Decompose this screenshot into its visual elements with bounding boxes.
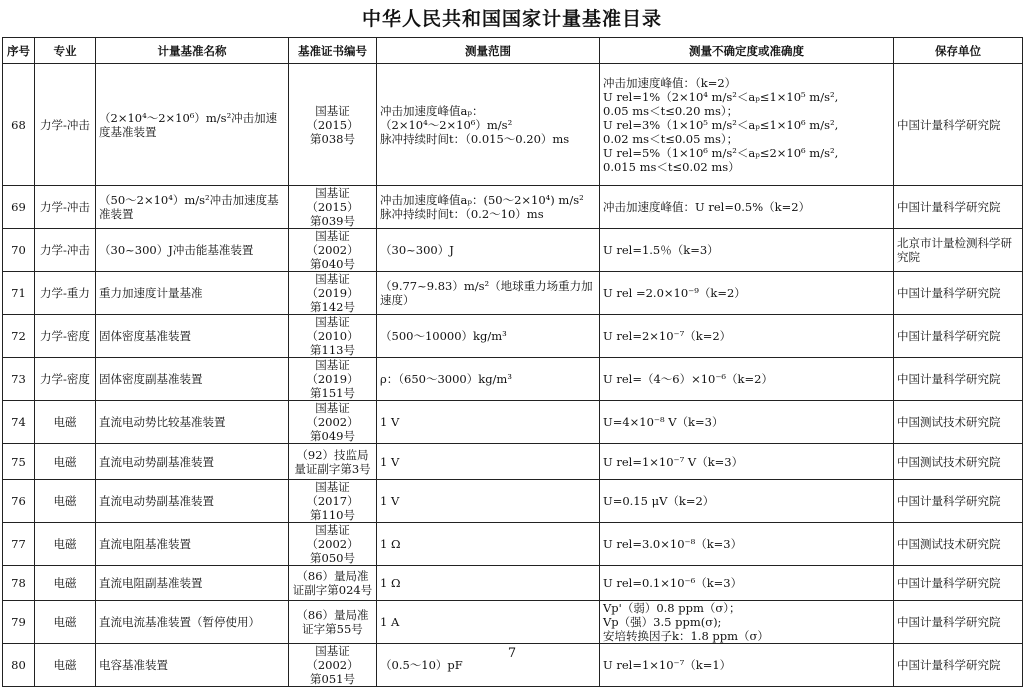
- page-number: 7: [507, 646, 517, 661]
- row-range: 冲击加速度峰值aₚ：(50～2×10⁴) m/s² 脉冲持续时间t：（0.2～10）ms: [377, 186, 600, 229]
- header-field: 专业: [35, 38, 96, 64]
- row-range: 1 V: [377, 401, 600, 444]
- table-row: [3, 401, 1023, 444]
- row-unit: 中国计量科学研究院: [894, 186, 1023, 229]
- row-uncertainty: U rel=（4～6）×10⁻⁶（k=2）: [600, 358, 894, 401]
- row-uncertainty: U rel=1×10⁻⁷（k=1）: [600, 644, 894, 687]
- table-row: [3, 480, 1023, 523]
- row-field: 力学-冲击: [35, 186, 96, 229]
- row-uncertainty: U rel=1.5％（k=3）: [600, 229, 894, 272]
- table-row: [3, 272, 1023, 315]
- table-row: [3, 601, 1023, 644]
- row-name: 重力加速度计量基准: [96, 272, 289, 315]
- table-header-row: [3, 38, 1023, 64]
- row-cert: （92）技监局量证副字第3号: [289, 444, 377, 480]
- row-cert: 国基证（2015） 第039号: [289, 186, 377, 229]
- row-range: （9.77~9.83）m/s²（地球重力场重力加速度）: [377, 272, 600, 315]
- row-number: 71: [3, 272, 35, 315]
- row-cert: 国基证（2019） 第151号: [289, 358, 377, 401]
- row-name: 直流电动势副基准装置: [96, 444, 289, 480]
- row-field: 电磁: [35, 523, 96, 566]
- row-uncertainty: 冲击加速度峰值：U rel=0.5%（k=2）: [600, 186, 894, 229]
- row-name: 直流电动势副基准装置: [96, 480, 289, 523]
- table-row: [3, 444, 1023, 480]
- row-uncertainty: U rel=2×10⁻⁷（k=2）: [600, 315, 894, 358]
- row-unit: 中国计量科学研究院: [894, 272, 1023, 315]
- row-name: 直流电动势比较基准装置: [96, 401, 289, 444]
- header-range: 测量范围: [377, 38, 600, 64]
- row-number: 75: [3, 444, 35, 480]
- row-uncertainty: U rel=1×10⁻⁷ V（k=3）: [600, 444, 894, 480]
- header-unit: 保存单位: [894, 38, 1023, 64]
- row-unit: 中国计量科学研究院: [894, 64, 1023, 186]
- row-unit: 中国计量科学研究院: [894, 315, 1023, 358]
- header-uncert: 测量不确定度或准确度: [600, 38, 894, 64]
- row-uncertainty: U=0.15 μV（k=2）: [600, 480, 894, 523]
- row-unit: 北京市计量检测科学研究院: [894, 229, 1023, 272]
- header-name: 计量基准名称: [96, 38, 289, 64]
- row-range: （0.5～10）pF: [377, 644, 600, 687]
- row-field: 电磁: [35, 601, 96, 644]
- row-uncertainty: U=4×10⁻⁸ V（k=3）: [600, 401, 894, 444]
- row-name: （2×10⁴～2×10⁶）m/s²冲击加速度基准装置: [96, 64, 289, 186]
- row-field: 力学-冲击: [35, 229, 96, 272]
- row-uncertainty: U rel=3.0×10⁻⁸（k=3）: [600, 523, 894, 566]
- row-unit: 中国测试技术研究院: [894, 444, 1023, 480]
- row-number: 69: [3, 186, 35, 229]
- row-range: 1 Ω: [377, 523, 600, 566]
- page-title: 中华人民共和国国家计量基准目录: [361, 8, 662, 30]
- row-field: 电磁: [35, 401, 96, 444]
- row-cert: （86）量局准证字第55号: [289, 601, 377, 644]
- row-field: 力学-密度: [35, 315, 96, 358]
- row-number: 78: [3, 566, 35, 601]
- row-number: 74: [3, 401, 35, 444]
- table-row: [3, 523, 1023, 566]
- row-name: 直流电阻副基准装置: [96, 566, 289, 601]
- row-name: （50～2×10⁴）m/s²冲击加速度基准装置: [96, 186, 289, 229]
- table-row: [3, 186, 1023, 229]
- row-range: 1 V: [377, 444, 600, 480]
- row-field: 力学-重力: [35, 272, 96, 315]
- row-number: 72: [3, 315, 35, 358]
- row-name: 直流电流基准装置（暂停使用）: [96, 601, 289, 644]
- row-cert: 国基证（2010） 第113号: [289, 315, 377, 358]
- row-field: 力学-冲击: [35, 64, 96, 186]
- row-unit: 中国计量科学研究院: [894, 601, 1023, 644]
- row-cert: 国基证（2002） 第040号: [289, 229, 377, 272]
- row-cert: 国基证（2019） 第142号: [289, 272, 377, 315]
- row-range: （30~300）J: [377, 229, 600, 272]
- row-name: 直流电阻基准装置: [96, 523, 289, 566]
- row-field: 电磁: [35, 444, 96, 480]
- row-unit: 中国测试技术研究院: [894, 401, 1023, 444]
- row-range: 冲击加速度峰值aₚ： （2×10⁴～2×10⁶）m/s² 脉冲持续时间t：（0.015～0.20）ms: [377, 64, 600, 186]
- row-number: 77: [3, 523, 35, 566]
- row-name: （30~300）J冲击能基准装置: [96, 229, 289, 272]
- row-cert: （86）量局准证副字第024号: [289, 566, 377, 601]
- row-cert: 国基证（2015） 第038号: [289, 64, 377, 186]
- row-number: 80: [3, 644, 35, 687]
- row-uncertainty: Vp'（弱）0.8 ppm（σ）； Vp（强）3.5 ppm(σ); 安培转换因子k：1.8 ppm（σ）: [600, 601, 894, 644]
- table-row: [3, 229, 1023, 272]
- row-unit: 中国计量科学研究院: [894, 480, 1023, 523]
- row-range: 1 V: [377, 480, 600, 523]
- row-cert: 国基证（2002） 第051号: [289, 644, 377, 687]
- row-field: 电磁: [35, 566, 96, 601]
- row-uncertainty: U rel =2.0×10⁻⁹（k=2）: [600, 272, 894, 315]
- row-field: 电磁: [35, 644, 96, 687]
- row-number: 70: [3, 229, 35, 272]
- row-unit: 中国测试技术研究院: [894, 523, 1023, 566]
- standards-table: [2, 37, 1023, 687]
- row-cert: 国基证（2017） 第110号: [289, 480, 377, 523]
- row-unit: 中国计量科学研究院: [894, 358, 1023, 401]
- table-row: [3, 315, 1023, 358]
- row-unit: 中国计量科学研究院: [894, 566, 1023, 601]
- row-name: 固体密度副基准装置: [96, 358, 289, 401]
- row-uncertainty: 冲击加速度峰值：（k=2） U rel=1%（2×10⁴ m/s²＜aₚ≤1×10⁵ m/s², 0.05 ms＜t≤0.20 ms）； U rel=3%（1×10⁵ m/s²＜aₚ≤1×10⁶ m/s², 0.02 ms＜t≤0.05 ms）； U rel=5%（1×10⁶ m/s²＜aₚ≤2×10⁶ m/s², 0.015 ms＜t≤0.02 ms）: [600, 64, 894, 186]
- row-range: （500～10000）kg/m³: [377, 315, 600, 358]
- row-range: 1 A: [377, 601, 600, 644]
- header-no: 序号: [3, 38, 35, 64]
- row-uncertainty: U rel=0.1×10⁻⁶（k=3）: [600, 566, 894, 601]
- row-number: 73: [3, 358, 35, 401]
- table-row: [3, 64, 1023, 186]
- row-range: 1 Ω: [377, 566, 600, 601]
- row-unit: 中国计量科学研究院: [894, 644, 1023, 687]
- header-cert: 基准证书编号: [289, 38, 377, 64]
- row-name: 电容基准装置: [96, 644, 289, 687]
- row-cert: 国基证（2002） 第049号: [289, 401, 377, 444]
- row-number: 76: [3, 480, 35, 523]
- table-row: [3, 566, 1023, 601]
- row-range: ρ：（650～3000）kg/m³: [377, 358, 600, 401]
- row-field: 力学-密度: [35, 358, 96, 401]
- row-name: 固体密度基准装置: [96, 315, 289, 358]
- table-row: [3, 358, 1023, 401]
- row-number: 68: [3, 64, 35, 186]
- row-number: 79: [3, 601, 35, 644]
- row-field: 电磁: [35, 480, 96, 523]
- row-cert: 国基证（2002） 第050号: [289, 523, 377, 566]
